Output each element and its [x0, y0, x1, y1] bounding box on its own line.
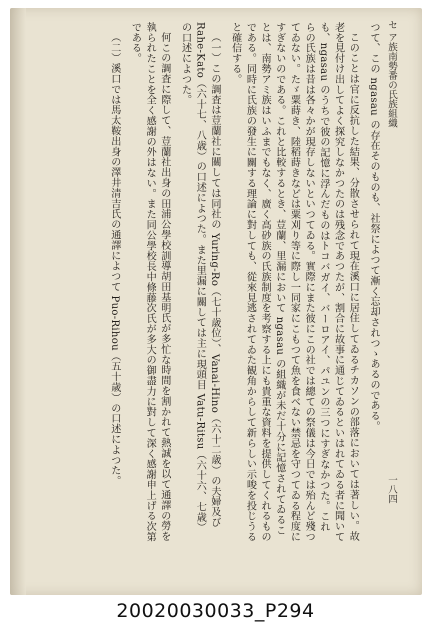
running-header — [384, 20, 398, 540]
page-number: 一八四 — [386, 475, 397, 504]
page-spine-shadow — [10, 8, 26, 595]
running-header-title: セ ア族南勢番の氏族組織 — [386, 20, 397, 128]
image-caption: 20020030033_P294 — [116, 600, 315, 622]
scanned-page — [10, 8, 422, 595]
body-text — [50, 22, 380, 542]
footnote: （二）溪口では馬太鞍出身の澤井清吉氏の通譯によつて Puo-Rihou（五十歳）の口述によつた。 — [108, 32, 120, 487]
paragraph: このことは官に反抗した結果、分散させられて現在溪口に居住してゐるチカソンの部落においては著しい。故老を見付け出してよく探究しなかつたのは残念であつたが、割合に故事に通じてゐるといはれてゐる者に聞いても、ngasau のうちで彼の記憶に浮んだものはトコバガイ、バーロアイ、パユンの三つにすぎなかつた。これらの氏族は昔は各々かが現存しないといつてゐる。實際にまた彼にこの社では總ての祭儀は今日では殆んど殘つてゐない。たゞ粟蒔き、陸稻蒔きなどは粟刈り等に際し一同家にこもつて魚を食べない禁忌を守つてゐる程度にすぎないのである。これと比較するとき、荳蘭、里漏において ngasau の組織が未だ十分に記憶されてゐることは、南勢アミ族はいふまでもなく、廣く高砂族の氏族制度を考察する上にも貴重な資料を提供してくれるものである。同時に氏族の發生に關する理論に對しても、從來見逃されてゐた観角からして新らしい示唆を投じうると確信する。 — [229, 22, 359, 542]
paragraph: 何この調査に際して、荳蘭社出身の田浦公學校訓導胡田基明氏が多忙な時間を割かれて熱誠を以て通譯の勞を執られたことを全く感謝の外はない。また同公學校長中條藤次氏が多大の御盡力に對して深く感謝申上げる次第である。 — [129, 22, 170, 542]
paragraph: つて、この ngasau の存在そのものも、社祭によつて漸く忘却されつゝあるのである。 — [368, 22, 379, 432]
footnote: （一）この調査は荳蘭社に關しては同社の Yuring-Ro（七十歳位）、Vanai-Hino（六十二歳）の夫婦及び Rahe-Kato（六十七、八歳）の口述によつた。また里漏に關しては主に現頭目 Vatu-Ritsu（六十六、七歳）の口述によつた。 — [179, 22, 220, 533]
